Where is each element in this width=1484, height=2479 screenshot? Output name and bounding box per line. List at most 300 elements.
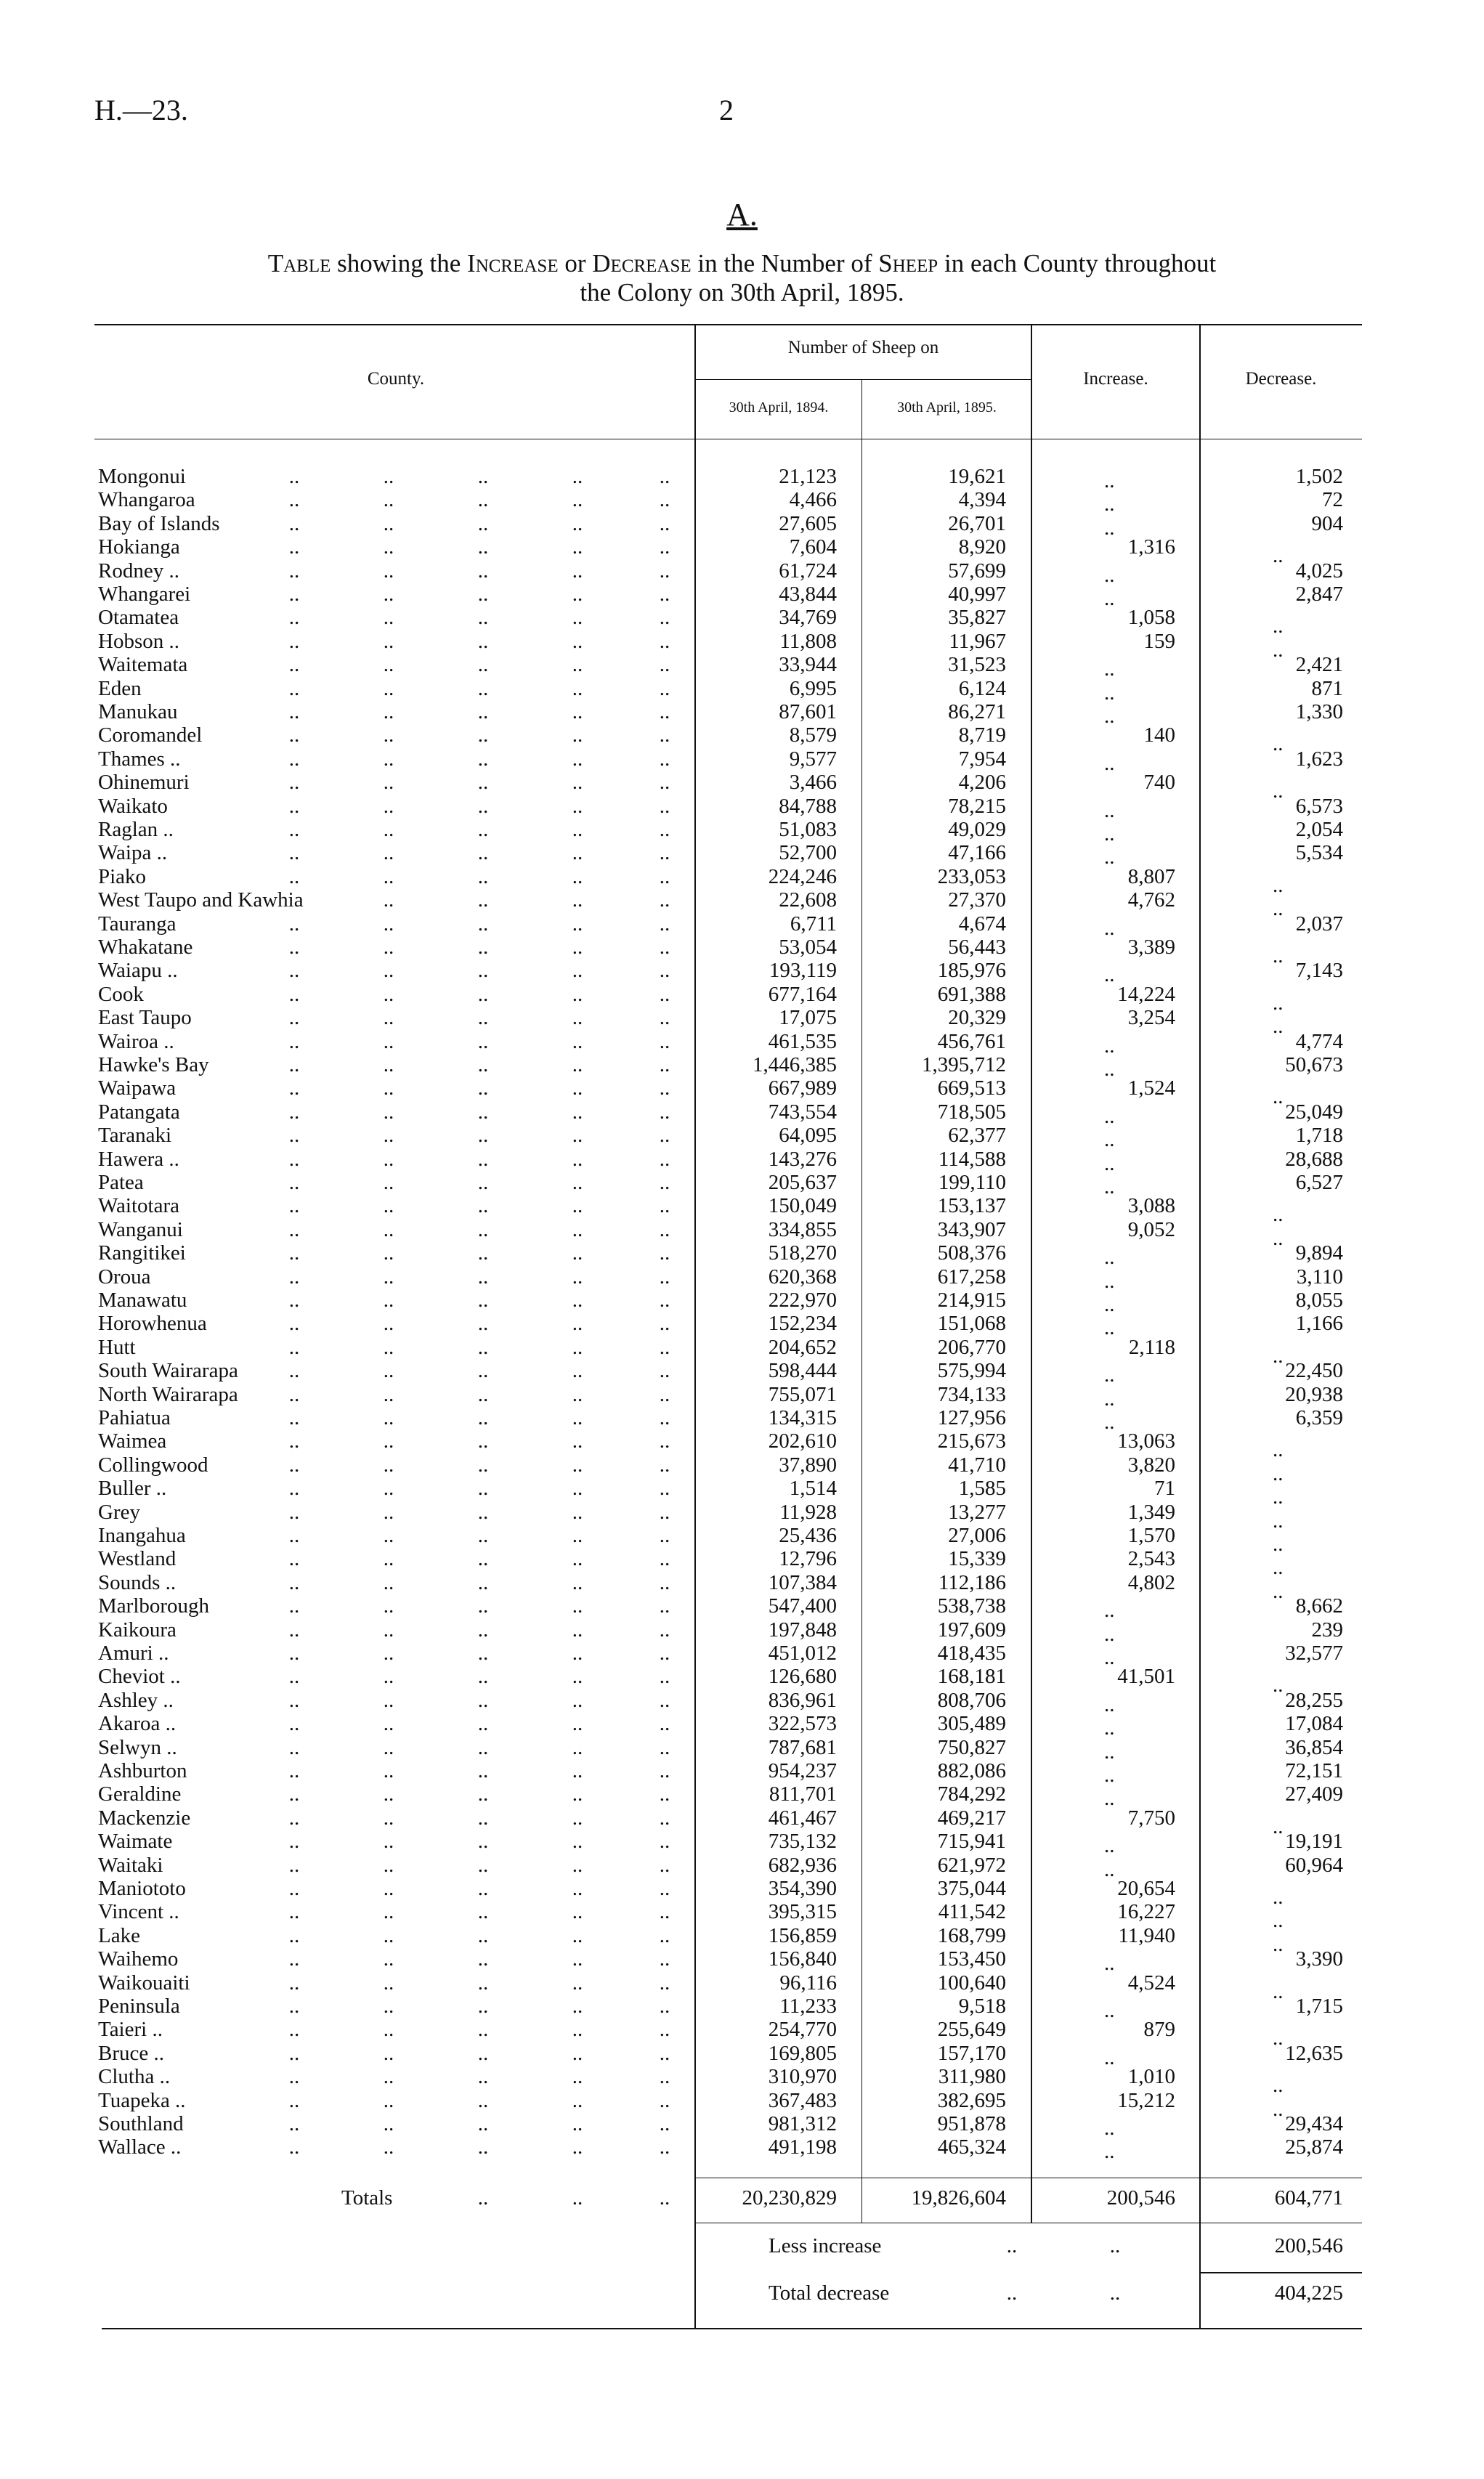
leader-dots: .. <box>572 1782 583 1806</box>
decrease-value: 28,688 <box>1285 1147 1343 1171</box>
table-row <box>0 1312 1484 1340</box>
increase-value: .. <box>1104 1952 1115 1976</box>
decrease-value: 72 <box>1322 488 1343 512</box>
leader-dots: .. <box>288 511 300 535</box>
sheep-1895: 13,277 <box>948 1500 1006 1524</box>
table-row <box>0 1642 1484 1669</box>
leader-dots: .. <box>659 465 670 488</box>
sheep-1894: 22,608 <box>779 888 837 912</box>
leader-dots: .. <box>477 1782 489 1806</box>
decrease-value: .. <box>1273 1556 1284 1580</box>
leader-dots: .. <box>383 1429 394 1453</box>
leader-dots: .. <box>477 1312 489 1336</box>
decrease-value: .. <box>1273 1673 1284 1697</box>
leader-dots: .. <box>383 1194 394 1218</box>
increase-value: 11,940 <box>1118 1923 1175 1947</box>
decrease-value: 2,847 <box>1295 583 1343 606</box>
leader-dots: .. <box>572 1076 583 1100</box>
county-name: East Taupo <box>98 1006 192 1030</box>
sheep-1894: 491,198 <box>768 2135 837 2159</box>
leader-dots: .. <box>288 606 300 630</box>
leader-dots: .. <box>572 2135 583 2159</box>
leader-dots: .. <box>383 2112 394 2135</box>
leader-dots: .. <box>477 1712 489 1736</box>
leader-dots: .. <box>288 1806 300 1830</box>
leader-dots: .. <box>659 1335 670 1359</box>
leader-dots: .. <box>383 1712 394 1736</box>
leader-dots: .. <box>288 1594 300 1618</box>
leader-dots: .. <box>659 747 670 771</box>
county-name: Hutt <box>98 1335 136 1359</box>
leader-dots: .. <box>383 794 394 818</box>
leader-dots: .. <box>572 629 583 653</box>
sheep-1895: 153,450 <box>937 1947 1006 1971</box>
leader-dots: .. <box>477 1923 489 1947</box>
county-name: Waitotara <box>98 1194 179 1218</box>
leader-dots: .. <box>659 1547 670 1571</box>
leader-dots: .. <box>383 1853 394 1877</box>
increase-value: .. <box>1104 563 1115 587</box>
leader-dots: .. <box>477 1971 489 1995</box>
decrease-value: 1,715 <box>1295 1995 1343 2018</box>
sheep-1895: 8,719 <box>958 723 1006 747</box>
county-name: Amuri .. <box>98 1642 169 1665</box>
increase-value: 2,118 <box>1128 1335 1175 1359</box>
decrease-value: .. <box>1273 1509 1284 1533</box>
leader-dots: .. <box>659 912 670 936</box>
decrease-value: 50,673 <box>1285 1053 1343 1076</box>
table-row <box>0 606 1484 638</box>
table-row <box>0 1194 1484 1227</box>
increase-value: 4,762 <box>1127 888 1175 912</box>
leader-dots: .. <box>659 1477 670 1501</box>
sheep-1895: 185,976 <box>937 959 1006 983</box>
decrease-value: 8,662 <box>1295 1594 1343 1618</box>
leader-dots: .. <box>659 1995 670 2018</box>
leader-dots: .. <box>572 1289 583 1312</box>
sheep-1894: 17,075 <box>779 1006 837 1030</box>
leader-dots: .. <box>477 465 489 488</box>
table-row <box>0 511 1484 540</box>
sheep-1894: 27,605 <box>779 511 837 535</box>
leader-dots: .. <box>572 1453 583 1477</box>
table-row <box>0 2088 1484 2121</box>
sheep-1894: 43,844 <box>779 583 837 606</box>
decrease-value: .. <box>1273 1015 1284 1039</box>
county-name: Wairoa .. <box>98 1029 174 1053</box>
leader-dots: .. <box>659 1853 670 1877</box>
leader-dots: .. <box>572 1335 583 1359</box>
table-row <box>0 936 1484 967</box>
leader-dots: .. <box>572 1877 583 1900</box>
county-name: Mackenzie <box>98 1806 191 1830</box>
leader-dots: .. <box>659 1735 670 1759</box>
sheep-1895: 151,068 <box>937 1312 1006 1336</box>
decrease-value: .. <box>1273 2074 1284 2098</box>
county-name: Ashley .. <box>98 1688 174 1712</box>
leader-dots: .. <box>477 818 489 841</box>
county-name: Geraldine <box>98 1782 182 1806</box>
leader-dots: .. <box>477 1877 489 1900</box>
sheep-1894: 395,315 <box>768 1900 837 1924</box>
decrease-value: 4,025 <box>1295 559 1343 583</box>
leader-dots: .. <box>288 2112 300 2135</box>
table-row <box>0 1735 1484 1764</box>
sheep-1895: 882,086 <box>937 1759 1006 1782</box>
sheep-1895: 27,006 <box>948 1524 1006 1547</box>
leader-dots: .. <box>572 1359 583 1383</box>
sheep-1895: 214,915 <box>937 1289 1006 1312</box>
sheep-1894: 21,123 <box>779 465 837 488</box>
decrease-value: 239 <box>1311 1618 1343 1642</box>
leader-dots: .. <box>477 1688 489 1712</box>
leader-dots: .. <box>659 1665 670 1689</box>
sheep-1895: 26,701 <box>948 511 1006 535</box>
sheep-1894: 156,840 <box>768 1947 837 1971</box>
decrease-value: .. <box>1273 1438 1284 1462</box>
increase-value: .. <box>1104 1128 1115 1152</box>
leader-dots: .. <box>477 794 489 818</box>
leader-dots: .. <box>572 1147 583 1171</box>
decrease-value: .. <box>1273 1979 1284 2003</box>
increase-value: .. <box>1104 2045 1115 2069</box>
county-name: Sounds .. <box>98 1570 177 1594</box>
leader-dots: .. <box>383 1547 394 1571</box>
leader-dots: .. <box>383 2088 394 2112</box>
table-row <box>0 559 1484 587</box>
leader-dots: .. <box>477 1429 489 1453</box>
sheep-1895: 20,329 <box>948 1006 1006 1030</box>
sheep-1894: 204,652 <box>768 1335 837 1359</box>
decrease-value: 32,577 <box>1285 1642 1343 1665</box>
leader-dots: .. <box>572 2041 583 2065</box>
total-decrease-row <box>0 2281 1484 2305</box>
section-letter: A. <box>726 197 758 232</box>
decrease-value: 871 <box>1311 676 1343 700</box>
leader-dots: .. <box>659 1359 670 1383</box>
sheep-1894: 12,796 <box>779 1547 837 1571</box>
sheep-1894: 755,071 <box>768 1382 837 1406</box>
increase-value: 4,802 <box>1127 1570 1175 1594</box>
leader-dots: .. <box>477 1147 489 1171</box>
leader-dots: .. <box>477 535 489 559</box>
leader-dots: .. <box>659 1076 670 1100</box>
county-name: Thames .. <box>98 747 181 771</box>
leader-dots: .. <box>477 1171 489 1194</box>
leader-dots: .. <box>477 1100 489 1124</box>
leader-dots: .. <box>659 1618 670 1642</box>
decrease-value: .. <box>1273 991 1284 1015</box>
increase-value: .. <box>1104 1599 1115 1623</box>
sheep-1894: 202,610 <box>768 1429 837 1453</box>
sheep-1894: 8,579 <box>789 723 837 747</box>
leader-dots: .. <box>383 2135 394 2159</box>
leader-dots: .. <box>383 465 394 488</box>
county-name: Pahiatua <box>98 1406 171 1429</box>
table-row <box>0 1053 1484 1081</box>
leader-dots: .. <box>477 1382 489 1406</box>
table-row <box>0 1477 1484 1509</box>
leader-dots: .. <box>288 1406 300 1429</box>
leader-dots: .. <box>383 1688 394 1712</box>
leader-dots: .. <box>572 1923 583 1947</box>
leader-dots: .. <box>288 535 300 559</box>
leader-dots: .. <box>659 1217 670 1241</box>
increase-value: .. <box>1104 916 1115 940</box>
increase-value: .. <box>1104 2140 1115 2164</box>
leader-dots: .. <box>383 2041 394 2065</box>
sheep-1894: 11,928 <box>779 1500 837 1524</box>
increase-value: .. <box>1104 1834 1115 1858</box>
leader-dots: .. <box>477 864 489 888</box>
leader-dots: .. <box>288 1853 300 1877</box>
leader-dots: .. <box>572 1100 583 1124</box>
county-name: Whangarei <box>98 583 191 606</box>
sheep-1895: 206,770 <box>937 1335 1006 1359</box>
leader-dots: .. <box>477 1006 489 1030</box>
county-name: Waiapu .. <box>98 959 178 983</box>
leader-dots: .. <box>383 1265 394 1289</box>
leader-dots: .. <box>288 1995 300 2018</box>
leader-dots: .. <box>288 1006 300 1030</box>
leader-dots: .. <box>288 794 300 818</box>
table-row <box>0 747 1484 775</box>
sheep-1895: 7,954 <box>958 747 1006 771</box>
leader-dots: .. <box>383 1053 394 1076</box>
leader-dots: .. <box>383 2018 394 2042</box>
decrease-value: 904 <box>1311 511 1343 535</box>
sheep-1895: 4,394 <box>958 488 1006 512</box>
leader-dots: .. <box>477 1076 489 1100</box>
leader-dots: .. <box>572 723 583 747</box>
sheep-1895: 465,324 <box>937 2135 1006 2159</box>
decrease-value: 22,450 <box>1285 1359 1343 1383</box>
leader-dots: .. <box>659 511 670 535</box>
title-word: Decrease <box>592 249 692 277</box>
table-row <box>0 888 1484 921</box>
leader-dots: .. <box>288 2041 300 2065</box>
leader-dots: .. <box>572 700 583 723</box>
sheep-1895: 168,799 <box>937 1923 1006 1947</box>
sheep-1895: 62,377 <box>948 1124 1006 1148</box>
leader-dots: .. <box>383 2065 394 2089</box>
sheep-1895: 78,215 <box>948 794 1006 818</box>
sheep-1894: 53,054 <box>779 936 837 959</box>
leader-dots: .. <box>383 1076 394 1100</box>
sheep-1895: 47,166 <box>948 841 1006 865</box>
increase-value: .. <box>1104 1646 1115 1669</box>
leader-dots: .. <box>572 982 583 1006</box>
title-word: Increase <box>467 249 559 277</box>
increase-value: .. <box>1104 681 1115 705</box>
decrease-value: 2,054 <box>1295 818 1343 841</box>
leader-dots: .. <box>477 1265 489 1289</box>
county-name: Waitemata <box>98 653 188 677</box>
leader-dots: .. <box>477 1642 489 1665</box>
leader-dots: .. <box>572 771 583 795</box>
leader-dots: .. <box>659 488 670 512</box>
leader-dots: .. <box>572 1735 583 1759</box>
decrease-value: .. <box>1273 1814 1284 1838</box>
leader-dots: .. <box>383 1971 394 1995</box>
leader-dots: .. <box>572 1171 583 1194</box>
column-header-1895: 30th April, 1895. <box>897 399 997 415</box>
increase-value: .. <box>1104 1857 1115 1881</box>
leader-dots: .. <box>477 629 489 653</box>
sheep-1895: 86,271 <box>948 700 1006 723</box>
leader-dots: .. <box>288 2135 300 2159</box>
leader-dots: .. <box>477 1759 489 1782</box>
table-row <box>0 2065 1484 2098</box>
increase-value: .. <box>1104 1246 1115 1270</box>
increase-value: .. <box>1104 1034 1115 1058</box>
leader-dots: .. <box>288 1524 300 1547</box>
county-name: Hawera .. <box>98 1147 179 1171</box>
sheep-1894: 620,368 <box>768 1265 837 1289</box>
sheep-1895: 112,186 <box>938 1570 1006 1594</box>
sheep-1895: 456,761 <box>937 1029 1006 1053</box>
table-row <box>0 1877 1484 1909</box>
leader-dots: .. <box>288 1500 300 1524</box>
leader-dots: .. <box>288 1947 300 1971</box>
decrease-value: .. <box>1273 1909 1284 1933</box>
leader-dots: .. <box>288 700 300 723</box>
leader-dots: .. <box>659 959 670 983</box>
sheep-1894: 811,701 <box>769 1782 837 1806</box>
leader-dots: .. <box>288 982 300 1006</box>
leader-dots: .. <box>288 465 300 488</box>
sheep-1894: 9,577 <box>789 747 837 771</box>
table-row <box>0 1806 1484 1838</box>
sheep-1894: 3,466 <box>789 771 837 795</box>
sheep-1894: 25,436 <box>779 1524 837 1547</box>
total-increase: 200,546 <box>1106 2186 1175 2210</box>
increase-value: 16,227 <box>1117 1900 1175 1924</box>
increase-value: .. <box>1104 587 1115 610</box>
document-reference: H.—23. <box>94 94 188 126</box>
sheep-1895: 715,941 <box>937 1830 1006 1854</box>
leader-dots: .. <box>288 1241 300 1265</box>
leader-dots: .. <box>477 841 489 865</box>
column-header-1894: 30th April, 1894. <box>729 399 829 415</box>
leader-dots: .. <box>477 1241 489 1265</box>
sheep-1895: 750,827 <box>937 1735 1006 1759</box>
leader-dots: .. <box>659 1900 670 1924</box>
sheep-1895: 6,124 <box>958 676 1006 700</box>
leader-dots: .. <box>477 1194 489 1218</box>
increase-value: .. <box>1104 1104 1115 1128</box>
leader-dots: .. <box>288 488 300 512</box>
table-row <box>0 1547 1484 1580</box>
table-row <box>0 1853 1484 1881</box>
leader-dots: .. <box>572 1429 583 1453</box>
leader-dots: .. <box>477 1995 489 2018</box>
sheep-1894: 461,467 <box>768 1806 837 1830</box>
sheep-1894: 667,989 <box>768 1076 837 1100</box>
leader-dots: .. <box>572 1217 583 1241</box>
county-name: Mongonui <box>98 465 186 488</box>
leader-dots: .. <box>477 1217 489 1241</box>
leader-dots: .. <box>383 841 394 865</box>
sheep-1894: 37,890 <box>779 1453 837 1477</box>
decrease-value: .. <box>1273 1226 1284 1250</box>
sheep-1894: 34,769 <box>779 606 837 630</box>
sheep-1894: 735,132 <box>768 1830 837 1854</box>
sheep-1894: 254,770 <box>768 2018 837 2042</box>
leader-dots: .. <box>477 912 489 936</box>
increase-value: .. <box>1104 1151 1115 1175</box>
leader-dots: .. <box>572 1029 583 1053</box>
leader-dots: .. <box>383 629 394 653</box>
increase-value: .. <box>1104 1999 1115 2022</box>
leader-dots: .. <box>288 1688 300 1712</box>
county-name: Westland <box>98 1547 177 1571</box>
less-increase-label: Less increase <box>769 2234 882 2257</box>
leader-dots: .. <box>383 1618 394 1642</box>
table-row <box>0 1217 1484 1250</box>
table-row <box>0 723 1484 756</box>
leader-dots: .. <box>288 2088 300 2112</box>
leader-dots: .. <box>288 1971 300 1995</box>
leader-dots: .. <box>477 2135 489 2159</box>
leader-dots: .. <box>572 511 583 535</box>
leader-dots: .. <box>572 1853 583 1877</box>
leader-dots: .. <box>383 1477 394 1501</box>
increase-value: .. <box>1104 1787 1115 1811</box>
leader-dots: .. <box>572 1053 583 1076</box>
leader-dots: .. <box>659 2018 670 2042</box>
table-row <box>0 1453 1484 1485</box>
leader-dots: .. <box>659 771 670 795</box>
increase-value: .. <box>1104 705 1115 728</box>
leader-dots: .. <box>477 1735 489 1759</box>
sheep-1894: 193,119 <box>769 959 837 983</box>
leader-dots: .. <box>383 583 394 606</box>
sheep-1894: 981,312 <box>768 2112 837 2135</box>
leader-dots: .. <box>383 1289 394 1312</box>
leader-dots: .. <box>572 2065 583 2089</box>
leader-dots: .. <box>288 1759 300 1782</box>
sheep-1895: 57,699 <box>948 559 1006 583</box>
county-name: Waihemo <box>98 1947 179 1971</box>
decrease-value: .. <box>1273 544 1284 568</box>
increase-value: .. <box>1104 1175 1115 1198</box>
leader-dots: .. <box>477 583 489 606</box>
decrease-value: 7,143 <box>1295 959 1343 983</box>
table-row <box>0 700 1484 728</box>
decrease-value: .. <box>1273 1203 1284 1227</box>
leader-dots: .. <box>383 488 394 512</box>
sheep-1894: 169,805 <box>768 2041 837 2065</box>
county-name: Hokianga <box>98 535 180 559</box>
table-row <box>0 1782 1484 1811</box>
decrease-value: .. <box>1273 1485 1284 1509</box>
leader-dots: .. <box>572 2186 583 2210</box>
leader-dots: .. <box>288 1665 300 1689</box>
county-name: Manawatu <box>98 1289 187 1312</box>
sheep-1894: 51,083 <box>779 818 837 841</box>
sheep-1894: 205,637 <box>768 1171 837 1194</box>
title-text: in the Number of <box>691 249 879 277</box>
sheep-1894: 64,095 <box>779 1124 837 1148</box>
leader-dots: .. <box>383 1100 394 1124</box>
decrease-value: 9,894 <box>1295 1241 1343 1265</box>
increase-value: 3,254 <box>1127 1006 1175 1030</box>
sheep-1895: 951,878 <box>937 2112 1006 2135</box>
county-name: Waipawa <box>98 1076 177 1100</box>
leader-dots: .. <box>659 888 670 912</box>
decrease-value: 20,938 <box>1285 1382 1343 1406</box>
